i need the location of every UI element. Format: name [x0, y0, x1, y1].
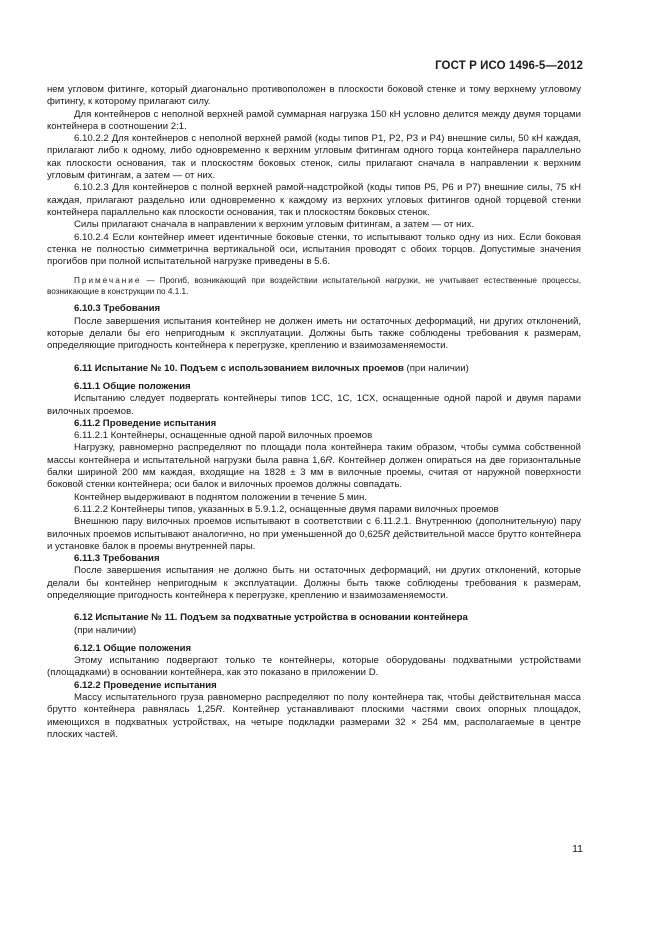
heading-suffix: (при наличии) — [74, 624, 137, 636]
heading-suffix: (при наличии) — [403, 362, 469, 374]
paragraph: После завершения испытания не должно быть ни остаточных деформаций, ни других отклонений, которые делали бы контейнер непригодным к эксплуатации. Должны быть также соблюдены требования к размерам, определяющие пригодность контейнера к перегрузке, креплению и взаимозаменяемости. — [47, 565, 581, 601]
paragraph: Силы прилагают сначала в направлении к верхним угловым фитингам, а затем — от них. — [74, 219, 475, 231]
paragraph: 6.11.2.2 Контейнеры типов, указанных в 5.9.1.2, оснащенные двумя парами вилочных проемов — [74, 503, 499, 515]
note-text: — Прогиб, возникающий при воздействии испытательной нагрузки, не учитывает естественные процессы, возникающие в конструкции по 4.1.1. — [47, 276, 581, 297]
section-heading-6-10-3: 6.10.3 Требования — [74, 303, 161, 315]
paragraph: Испытанию следует подвергать контейнеры типов 1CC, 1C, 1CX, оснащенные одной парой и двумя парами вилочных проемов. — [47, 393, 581, 417]
paragraph — [47, 442, 581, 491]
section-heading-6-11-3: 6.11.3 Требования — [74, 553, 160, 565]
section-heading-6-12-2: 6.12.2 Проведение испытания — [74, 679, 217, 691]
section-heading-6-11-2: 6.11.2 Проведение испытания — [74, 417, 217, 429]
paragraph: 6.11.2.1 Контейнеры, оснащенные одной парой вилочных проемов — [74, 430, 373, 442]
note — [47, 275, 581, 297]
variable-r: R — [383, 528, 391, 540]
paragraph: Контейнер выдерживают в поднятом положении в течение 5 мин. — [74, 491, 367, 503]
document-body — [47, 84, 581, 741]
section-heading-6-11 — [47, 363, 581, 375]
section-heading-6-12: 6.12 Испытание № 11. Подъем за подхватные устройства в основании контейнера — [74, 612, 468, 624]
variable-r: R — [325, 454, 333, 466]
paragraph: После завершения испытания контейнер не должен иметь ни остаточных деформаций, ни других отклонений, которые делали бы его непригодным к эксплуатации. Должны быть также соблюдены требования к размерам, определяющие пригодность контейнера к перегрузке, креплению и взаимозаменяемости. — [47, 315, 581, 352]
paragraph — [47, 692, 581, 741]
paragraph: 6.10.2.2 Для контейнеров с неполной верхней рамой (коды типов P1, P2, P3 и P4) внешние силы, 50 кН каждая, прилагают либо к одному, либо одновременно к верхним угловым фитингам одного торца контейнера параллельно как плоскости основания, так и плоскостям боковых стенок, силы прилагают сначала в направлении к верхним угловым фитингам, а затем — от них. — [47, 133, 581, 182]
variable-r: R — [215, 704, 223, 716]
document-header: ГОСТ Р ИСО 1496-5—2012 — [435, 60, 583, 72]
text-run: Нагрузку, равномерно распределяют по площади пола контейнера таким образом, чтобы сумма собственной массы контейнера и испытательной нагрузки была равна 1,6 — [47, 442, 581, 466]
text-run: Массу испытательного груза равномерно распределяют по полу контейнера так, чтобы действительная масса брутто контейнера равнялась 1,25 — [47, 692, 581, 716]
text-run: . Контейнер должен опираться на две горизонтальные балки шириной 200 мм каждая, входящие на 1828 ± 3 мм в вилочные проемы, считая от наружной поверхности боковой стенки контейнера; оси балок и вилочных проемов должны совпадать. — [47, 454, 582, 491]
text-run: . Контейнер устанавливают плоскими частями своих опорных площадок, имеющихся в подхватных устройствах, на четыре подкладки размерами 32 × 254 мм, располагаемые в центре плоских частей. — [47, 704, 581, 740]
text-run: Внешнюю пару вилочных проемов испытывают в соответствии с 6.11.2.1. Внутреннюю (дополнительную) пару вилочных проемов испытывают аналогично, но при уменьшенной до 0,625 — [47, 516, 581, 540]
text-run: действительной массе брутто контейнера и установке балок в проемы внутренней пары. — [47, 528, 581, 552]
paragraph — [47, 516, 581, 553]
paragraph: 6.10.2.4 Если контейнер имеет идентичные боковые стенки, то испытывают только одну из них. Если боковая стенка не полностью симметрична вертикальной оси, испытания проводят с обоих торцов. Допустимые значения прогибов при полной испытательной нагрузке приведены в 5.6. — [47, 231, 581, 268]
paragraph: нем угловом фитинге, который диагонально противоположен в плоскости боковой стенке и тому верхнему угловому фитингу, к которому прилагают силу. — [47, 84, 581, 108]
heading-text: 6.11 Испытание № 10. Подъем с использованием вилочных проемов — [74, 362, 404, 374]
section-heading-6-12-1: 6.12.1 Общие положения — [74, 642, 192, 654]
paragraph: Этому испытанию подвергают только те контейнеры, которые оборудованы подхватными устройствами (площадками) в основании контейнера, как это показано в приложении D. — [47, 655, 581, 679]
paragraph: 6.10.2.3 Для контейнеров с полной верхней рамой-надстройкой (коды типов P5, P6 и P7) внешние силы, 75 кН каждая, прилагают раздельно или одновременно к каждому из верхних угловых фитингов одной торцевой стенки контейнера параллельно как плоскости основания, так и плоскостям боковых стенок. — [47, 182, 581, 218]
paragraph: Для контейнеров с неполной верхней рамой суммарная нагрузка 150 кН условно делится между двумя торцами контейнера в соотношении 2:1. — [47, 108, 581, 132]
section-heading-6-11-1: 6.11.1 Общие положения — [74, 380, 191, 392]
note-label: Примечание — [74, 276, 142, 286]
page-number: 11 — [572, 843, 583, 855]
